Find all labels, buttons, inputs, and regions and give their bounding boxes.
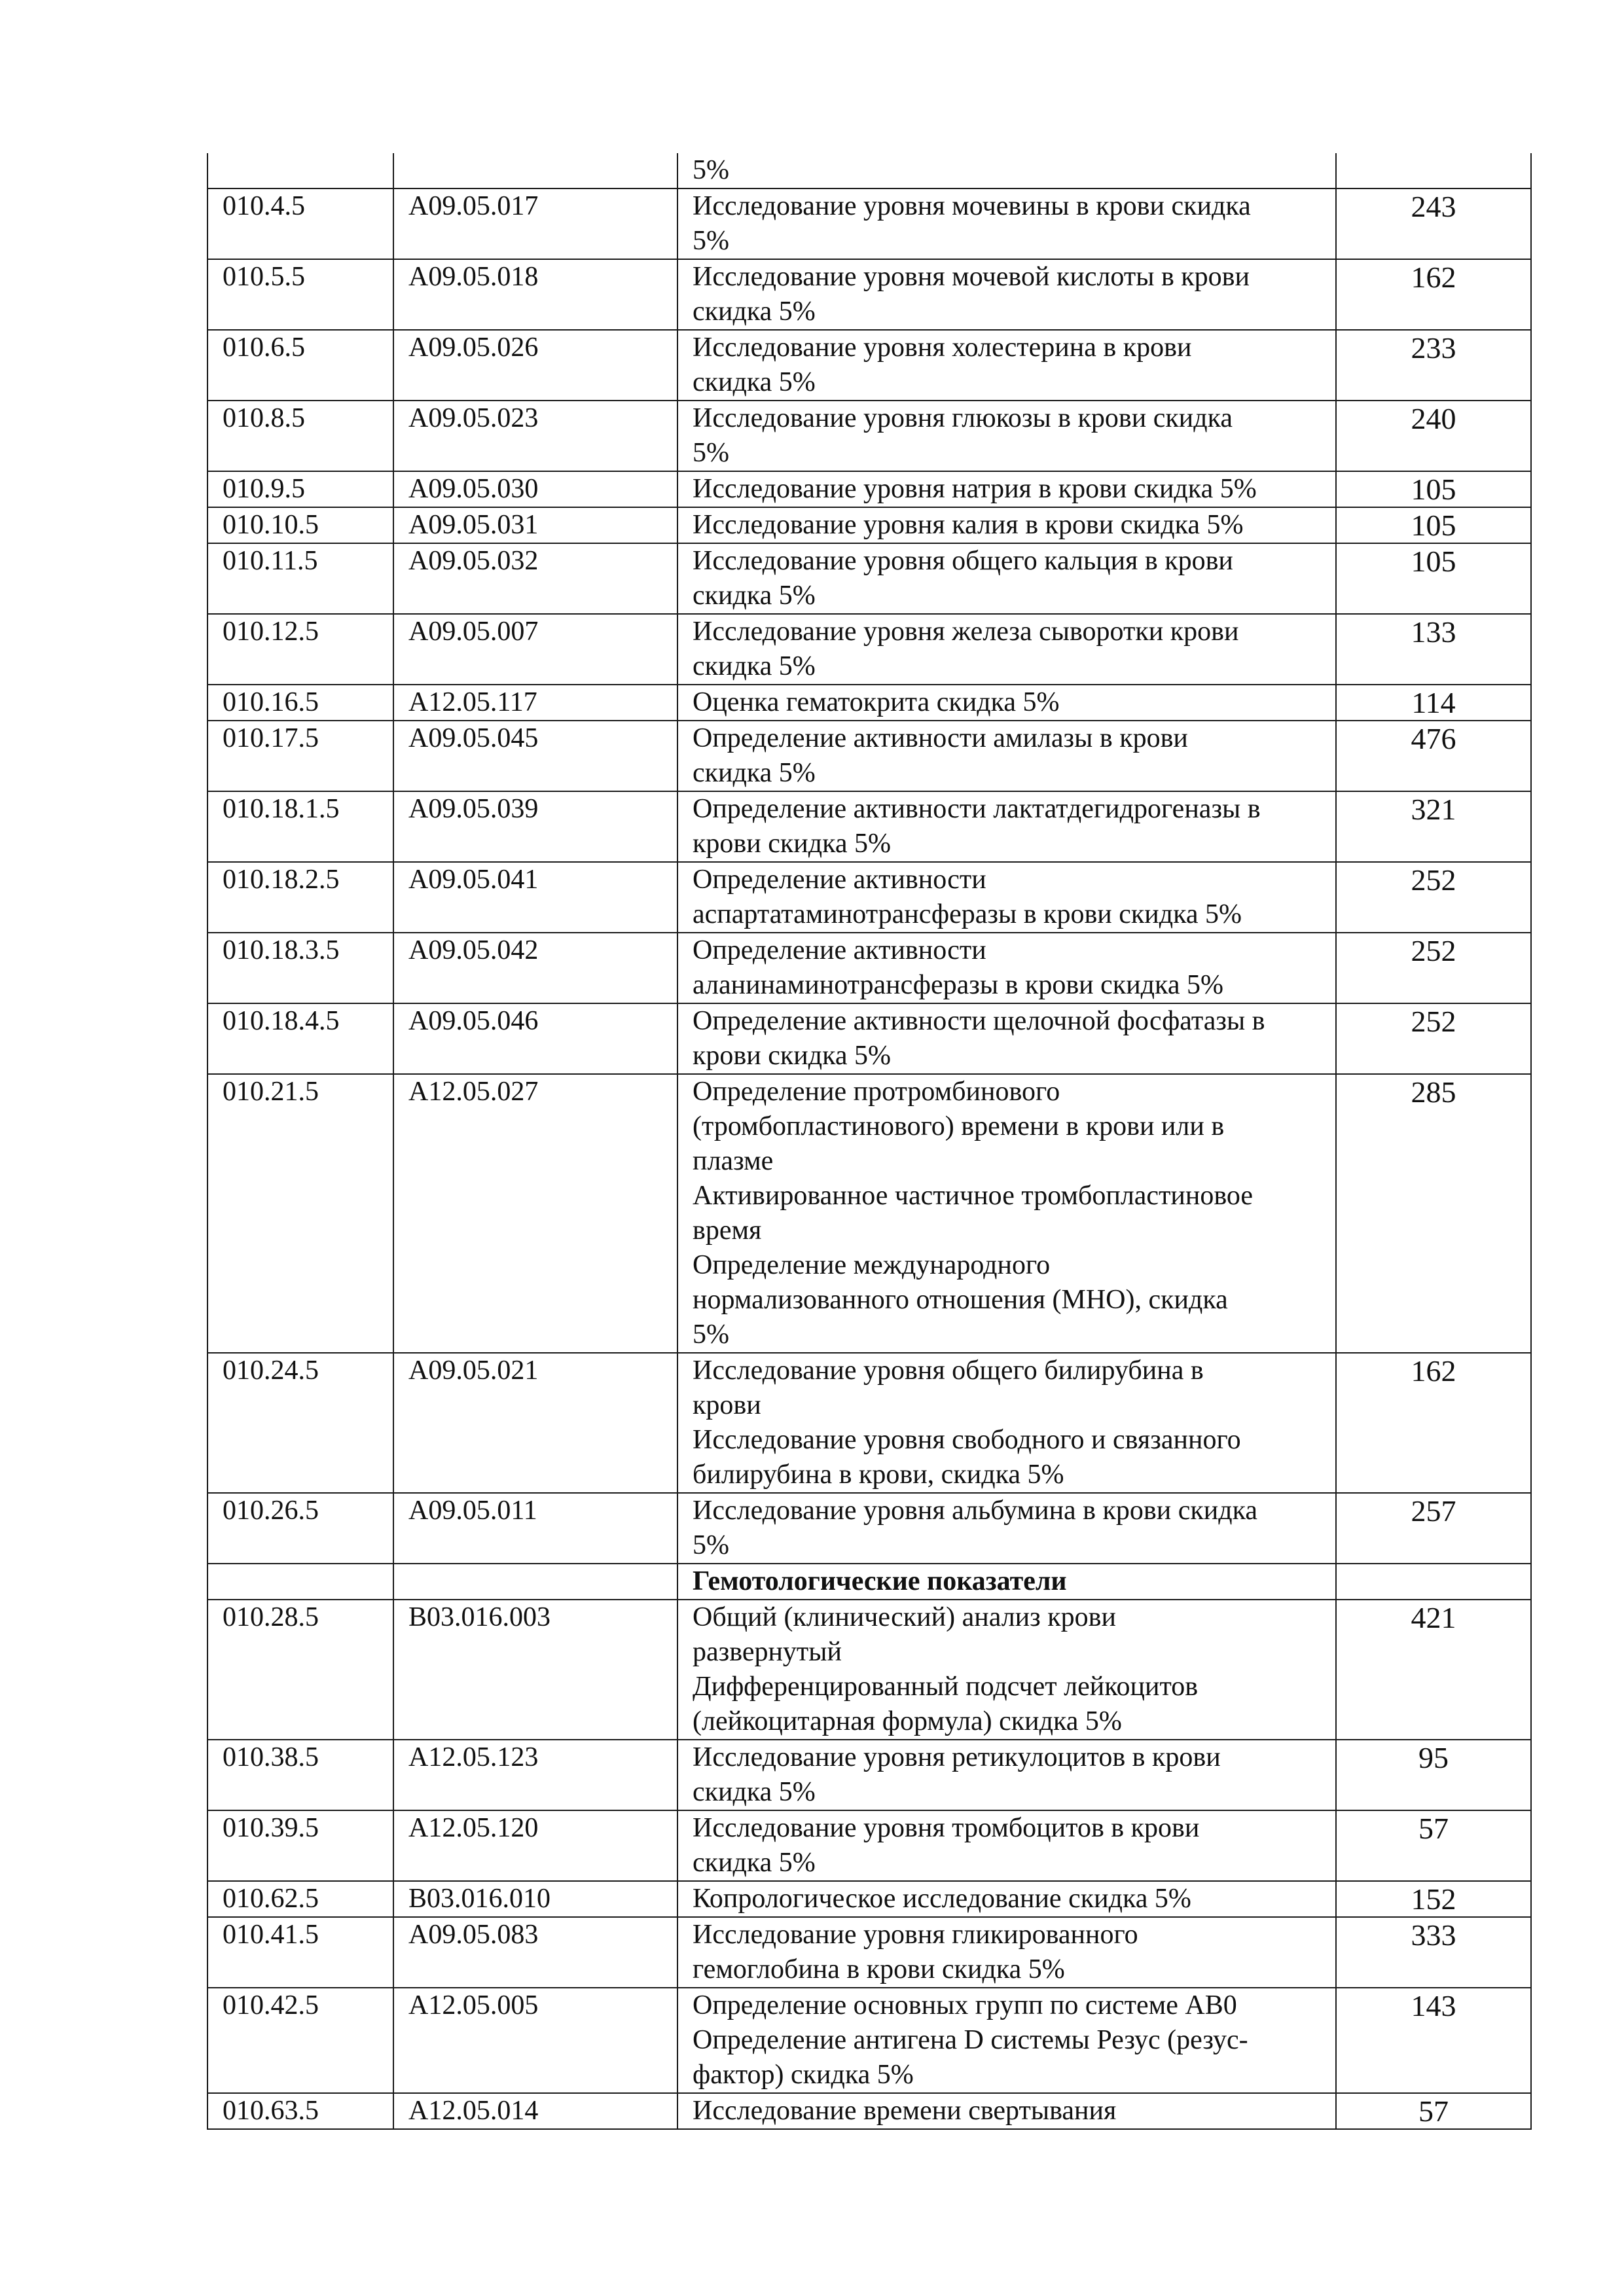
table-row	[208, 2093, 1531, 2129]
table-row	[208, 259, 1531, 330]
service-name-cell: Исследование уровня натрия в крови скидка 5%	[677, 471, 1336, 507]
service-number-cell: 010.41.5	[208, 1917, 393, 1988]
section-title-cell: Гемотологические показатели	[677, 1564, 1336, 1600]
service-name-cell: Исследование уровня железа сыворотки крови скидка 5%	[677, 614, 1336, 685]
price-cell: 152	[1336, 1881, 1531, 1917]
service-name-cell: Исследование уровня гликированного гемоглобина в крови скидка 5%	[677, 1917, 1336, 1988]
table-row	[208, 1810, 1531, 1881]
price-table	[207, 153, 1532, 2130]
price-cell: 105	[1336, 471, 1531, 507]
price-cell: 95	[1336, 1740, 1531, 1810]
service-code-cell: A09.05.041	[393, 862, 677, 933]
table-row	[208, 330, 1531, 401]
price-cell: 243	[1336, 188, 1531, 259]
service-name-cell: Определение активности аланинаминотрансферазы в крови скидка 5%	[677, 933, 1336, 1003]
price-cell: 57	[1336, 2093, 1531, 2129]
table-row	[208, 1917, 1531, 1988]
service-code-cell: A12.05.120	[393, 1810, 677, 1881]
service-name-cell: Исследование уровня глюкозы в крови скидка 5%	[677, 401, 1336, 471]
service-number-cell: 010.9.5	[208, 471, 393, 507]
service-number-cell	[208, 153, 393, 188]
price-cell: 233	[1336, 330, 1531, 401]
service-name-cell: Исследование уровня общего кальция в крови скидка 5%	[677, 543, 1336, 614]
price-cell: 133	[1336, 614, 1531, 685]
service-number-cell: 010.11.5	[208, 543, 393, 614]
service-code-cell: A09.05.039	[393, 791, 677, 862]
table-row	[208, 614, 1531, 685]
table-row	[208, 1600, 1531, 1740]
table-row	[208, 1074, 1531, 1353]
service-number-cell: 010.28.5	[208, 1600, 393, 1740]
price-cell: 162	[1336, 259, 1531, 330]
service-code-cell	[393, 1564, 677, 1600]
service-code-cell: A09.05.007	[393, 614, 677, 685]
table-row	[208, 1881, 1531, 1917]
service-number-cell: 010.18.4.5	[208, 1003, 393, 1074]
table-row	[208, 1740, 1531, 1810]
service-code-cell: A09.05.021	[393, 1353, 677, 1493]
service-code-cell: A09.05.017	[393, 188, 677, 259]
service-code-cell: A09.05.011	[393, 1493, 677, 1564]
service-number-cell: 010.18.3.5	[208, 933, 393, 1003]
price-cell: 105	[1336, 507, 1531, 543]
service-number-cell: 010.18.2.5	[208, 862, 393, 933]
price-cell: 240	[1336, 401, 1531, 471]
table-row	[208, 721, 1531, 791]
price-cell: 114	[1336, 685, 1531, 721]
service-number-cell: 010.62.5	[208, 1881, 393, 1917]
section-header-row	[208, 1564, 1531, 1600]
service-name-cell: Исследование уровня мочевой кислоты в крови скидка 5%	[677, 259, 1336, 330]
price-cell: 252	[1336, 933, 1531, 1003]
service-code-cell: A12.05.027	[393, 1074, 677, 1353]
price-cell: 143	[1336, 1988, 1531, 2093]
service-number-cell: 010.4.5	[208, 188, 393, 259]
service-name-cell: Общий (клинический) анализ крови развернутый Дифференцированный подсчет лейкоцитов (лейкоцитарная формула) скидка 5%	[677, 1600, 1336, 1740]
service-number-cell: 010.26.5	[208, 1493, 393, 1564]
price-cell: 252	[1336, 1003, 1531, 1074]
price-cell: 333	[1336, 1917, 1531, 1988]
table-row	[208, 153, 1531, 188]
service-code-cell: A09.05.030	[393, 471, 677, 507]
service-name-cell: Исследование уровня мочевины в крови скидка 5%	[677, 188, 1336, 259]
service-code-cell: A12.05.117	[393, 685, 677, 721]
service-code-cell: A09.05.018	[393, 259, 677, 330]
price-cell: 252	[1336, 862, 1531, 933]
service-number-cell: 010.17.5	[208, 721, 393, 791]
service-code-cell: A12.05.123	[393, 1740, 677, 1810]
table-row	[208, 933, 1531, 1003]
service-number-cell: 010.16.5	[208, 685, 393, 721]
service-number-cell: 010.21.5	[208, 1074, 393, 1353]
service-code-cell: B03.016.003	[393, 1600, 677, 1740]
service-code-cell: A12.05.005	[393, 1988, 677, 2093]
service-code-cell: A09.05.045	[393, 721, 677, 791]
service-name-cell: Исследование уровня ретикулоцитов в крови скидка 5%	[677, 1740, 1336, 1810]
price-cell: 57	[1336, 1810, 1531, 1881]
table-row	[208, 543, 1531, 614]
table-row	[208, 791, 1531, 862]
service-number-cell: 010.5.5	[208, 259, 393, 330]
table-row	[208, 1353, 1531, 1493]
table-row	[208, 685, 1531, 721]
price-cell: 476	[1336, 721, 1531, 791]
price-cell: 257	[1336, 1493, 1531, 1564]
service-number-cell: 010.63.5	[208, 2093, 393, 2129]
service-name-cell: Копрологическое исследование скидка 5%	[677, 1881, 1336, 1917]
table-row	[208, 862, 1531, 933]
price-cell	[1336, 1564, 1531, 1600]
service-number-cell: 010.6.5	[208, 330, 393, 401]
table-row	[208, 471, 1531, 507]
service-name-cell: Определение активности щелочной фосфатазы в крови скидка 5%	[677, 1003, 1336, 1074]
table-row	[208, 1493, 1531, 1564]
service-code-cell: A09.05.042	[393, 933, 677, 1003]
table-row	[208, 1003, 1531, 1074]
table-row	[208, 507, 1531, 543]
price-cell: 321	[1336, 791, 1531, 862]
service-name-cell: Оценка гематокрита скидка 5%	[677, 685, 1336, 721]
service-name-cell: 5%	[677, 153, 1336, 188]
price-cell: 285	[1336, 1074, 1531, 1353]
service-code-cell: A09.05.031	[393, 507, 677, 543]
service-number-cell: 010.18.1.5	[208, 791, 393, 862]
service-code-cell: A09.05.046	[393, 1003, 677, 1074]
service-name-cell: Исследование времени свертывания	[677, 2093, 1336, 2129]
service-code-cell: A09.05.083	[393, 1917, 677, 1988]
service-name-cell: Исследование уровня общего билирубина в крови Исследование уровня свободного и связанного билирубина в крови, скидка 5%	[677, 1353, 1336, 1493]
table-row	[208, 1988, 1531, 2093]
price-cell: 105	[1336, 543, 1531, 614]
service-code-cell	[393, 153, 677, 188]
service-code-cell: A09.05.023	[393, 401, 677, 471]
service-name-cell: Определение основных групп по системе AB0 Определение антигена D системы Резус (резус- фактор) скидка 5%	[677, 1988, 1336, 2093]
service-name-cell: Исследование уровня тромбоцитов в крови скидка 5%	[677, 1810, 1336, 1881]
service-code-cell: A12.05.014	[393, 2093, 677, 2129]
service-name-cell: Исследование уровня холестерина в крови скидка 5%	[677, 330, 1336, 401]
service-number-cell: 010.12.5	[208, 614, 393, 685]
service-number-cell: 010.24.5	[208, 1353, 393, 1493]
service-number-cell: 010.38.5	[208, 1740, 393, 1810]
service-name-cell: Определение активности амилазы в крови скидка 5%	[677, 721, 1336, 791]
service-name-cell: Исследование уровня альбумина в крови скидка 5%	[677, 1493, 1336, 1564]
service-number-cell: 010.8.5	[208, 401, 393, 471]
price-cell	[1336, 153, 1531, 188]
service-number-cell: 010.42.5	[208, 1988, 393, 2093]
service-name-cell: Определение активности лактатдегидрогеназы в крови скидка 5%	[677, 791, 1336, 862]
service-number-cell	[208, 1564, 393, 1600]
service-code-cell: A09.05.032	[393, 543, 677, 614]
table-row	[208, 401, 1531, 471]
price-cell: 162	[1336, 1353, 1531, 1493]
table-row	[208, 188, 1531, 259]
service-number-cell: 010.10.5	[208, 507, 393, 543]
service-number-cell: 010.39.5	[208, 1810, 393, 1881]
price-table-body	[208, 153, 1531, 2129]
service-name-cell: Определение протромбинового (тромбопластинового) времени в крови или в плазме Активированное частичное тромбопластиновое время Определение международного нормализованного отношения (МНО), скидка 5%	[677, 1074, 1336, 1353]
service-name-cell: Исследование уровня калия в крови скидка 5%	[677, 507, 1336, 543]
service-code-cell: A09.05.026	[393, 330, 677, 401]
price-cell: 421	[1336, 1600, 1531, 1740]
service-name-cell: Определение активности аспартатаминотрансферазы в крови скидка 5%	[677, 862, 1336, 933]
service-code-cell: B03.016.010	[393, 1881, 677, 1917]
